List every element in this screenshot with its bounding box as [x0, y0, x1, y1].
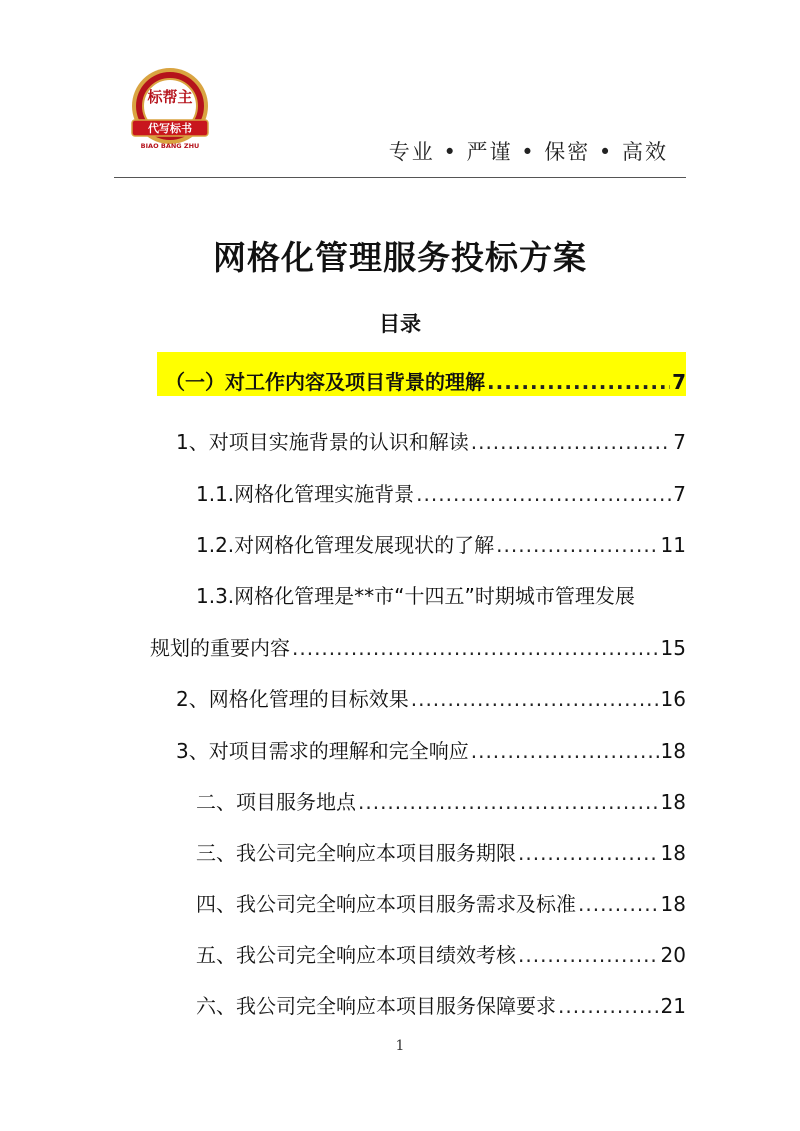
toc-leader [487, 370, 670, 394]
toc-entry-page: 18 [660, 790, 686, 814]
toc-leader [518, 841, 659, 865]
page-number: 1 [395, 1038, 405, 1054]
toc-entry-label: 3、对项目需求的理解和完全响应 [176, 739, 469, 763]
toc-entry-label: 三、我公司完全响应本项目服务期限 [196, 841, 516, 865]
toc-leader [518, 943, 659, 967]
toc-entry-label: 1.1.网格化管理实施背景 [196, 482, 415, 506]
toc-entry-label: 1.2.对网格化管理发展现状的了解 [196, 533, 495, 557]
toc-leader [471, 430, 672, 454]
toc-entry-label: 六、我公司完全响应本项目服务保障要求 [196, 994, 556, 1018]
header-divider [114, 177, 686, 178]
toc-entry[interactable] [196, 888, 686, 917]
toc-entry[interactable] [176, 426, 686, 455]
toc-leader [578, 892, 659, 916]
toc-entry-page: 7 [673, 430, 686, 454]
toc-entry-label: （一）对工作内容及项目背景的理解 [165, 370, 485, 394]
logo-text-ring: BIAO BANG ZHU [140, 142, 200, 150]
toc-heading: 目录 [379, 312, 421, 336]
toc-entry[interactable] [176, 683, 686, 712]
company-logo-seal [128, 66, 212, 156]
toc-entry-label: 五、我公司完全响应本项目绩效考核 [196, 943, 516, 967]
toc-entry[interactable] [176, 735, 686, 764]
toc-leader [416, 482, 671, 506]
toc-leader [471, 739, 659, 763]
toc-entry-page: 18 [660, 841, 686, 865]
toc-entry-page: 16 [660, 687, 686, 711]
toc-entry[interactable] [165, 366, 686, 395]
toc-entry-label: 四、我公司完全响应本项目服务需求及标准 [196, 892, 576, 916]
toc-entry[interactable] [196, 837, 686, 866]
toc-entry-page: 15 [660, 636, 686, 660]
logo-text-sub: 代写标书 [148, 122, 192, 135]
toc-entry-page: 20 [660, 943, 686, 967]
toc-entry-page: 7 [673, 482, 686, 506]
toc-entry[interactable] [150, 632, 686, 661]
toc-entry-label: 二、项目服务地点 [196, 790, 356, 814]
toc-entry[interactable] [196, 786, 686, 815]
toc-entry-label: 1、对项目实施背景的认识和解读 [176, 430, 469, 454]
toc-entry-label-line1[interactable]: 1.3.网格化管理是**市“十四五”时期城市管理发展 [196, 584, 635, 608]
toc-entry-label: 2、网格化管理的目标效果 [176, 687, 409, 711]
toc-entry[interactable] [196, 939, 686, 968]
toc-leader [292, 636, 659, 660]
document-title: 网格化管理服务投标方案 [213, 238, 587, 277]
toc-entry-page: 18 [660, 892, 686, 916]
toc-entry-page: 7 [672, 370, 686, 394]
toc-entry-page: 11 [660, 533, 686, 557]
toc-leader [411, 687, 659, 711]
toc-leader [558, 994, 659, 1018]
toc-leader [358, 790, 659, 814]
toc-entry-page: 18 [660, 739, 686, 763]
toc-leader [496, 533, 658, 557]
logo-text-main: 标帮主 [147, 88, 193, 106]
header-tagline: 专业 • 严谨 • 保密 • 高效 [388, 140, 668, 164]
toc-entry-page: 21 [660, 994, 686, 1018]
toc-entry[interactable] [196, 478, 686, 507]
toc-entry[interactable] [196, 529, 686, 558]
toc-entry[interactable] [196, 990, 686, 1019]
toc-entry-label-line2: 规划的重要内容 [150, 636, 290, 660]
